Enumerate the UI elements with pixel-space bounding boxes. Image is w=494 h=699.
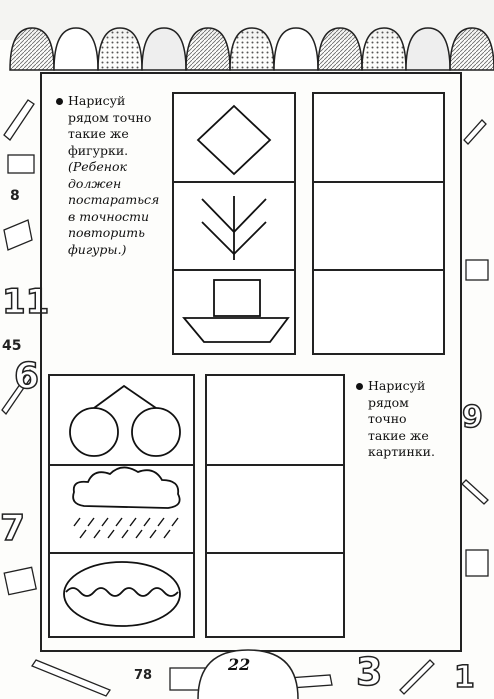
scalloped-border <box>0 0 494 80</box>
pen-icon <box>32 660 110 696</box>
pencil-icon <box>4 100 34 140</box>
instruction-text: Нарисуй <box>68 93 126 108</box>
sample-pictures <box>50 376 193 636</box>
instruction-note: постараться <box>68 192 160 207</box>
instruction-text: такие же <box>368 427 429 443</box>
instruction-note: фигуры.) <box>68 241 127 257</box>
instruction-text: фигурки. <box>68 142 129 158</box>
bottom-instruction <box>356 378 456 461</box>
sample-figures <box>174 94 294 353</box>
instruction-note: (Ребенок <box>68 159 127 174</box>
bullet-icon <box>56 98 63 105</box>
instruction-text: точно <box>368 411 407 426</box>
book-icon <box>8 155 34 173</box>
page-number: 22 <box>228 655 251 674</box>
instruction-text: такие же <box>68 126 129 141</box>
decor-number-78: 78 <box>134 668 153 683</box>
circles-picture <box>70 386 180 456</box>
book-icon <box>4 567 36 594</box>
drawing-cell-divider <box>207 552 343 554</box>
drawing-cell-divider <box>314 181 443 183</box>
top-drawing-area[interactable] <box>312 92 445 355</box>
decor-number-9: 9 <box>462 400 483 435</box>
pencil-icon <box>462 480 488 504</box>
fir-branch-shape <box>202 196 266 260</box>
right-margin-decor <box>462 80 494 680</box>
decor-number-8: 8 <box>10 188 20 204</box>
book-icon <box>466 260 488 280</box>
instruction-note: в точности <box>68 208 150 224</box>
book-icon <box>4 220 32 250</box>
decor-number-3: 3 <box>356 650 383 694</box>
instruction-text: рядом точно <box>68 109 152 125</box>
instruction-text: картинки. <box>368 444 435 459</box>
instruction-text: Нарисуй <box>368 378 426 393</box>
sample-pictures-panel <box>48 374 195 638</box>
bullet-icon <box>356 383 363 390</box>
decor-number-11: 11 <box>2 282 50 322</box>
pencil-icon <box>464 120 486 144</box>
top-instruction <box>56 93 166 258</box>
instruction-note: должен <box>68 175 122 191</box>
rain-cloud-picture <box>73 467 180 538</box>
bottom-drawing-area[interactable] <box>205 374 345 638</box>
boat-shape <box>184 280 288 342</box>
instruction-note: повторить <box>68 225 145 240</box>
diamond-shape <box>198 106 270 174</box>
sample-shapes-panel <box>172 92 296 355</box>
decor-number-45: 45 <box>2 338 22 354</box>
decor-number-7: 7 <box>0 508 26 549</box>
decor-number-6: 6 <box>14 356 40 397</box>
pencil-icon <box>400 660 434 694</box>
wavy-oval-picture <box>64 562 180 626</box>
drawing-cell-divider <box>314 269 443 271</box>
decor-number-1: 1 <box>454 660 475 695</box>
drawing-cell-divider <box>207 464 343 466</box>
book-icon <box>466 550 488 576</box>
instruction-text: рядом <box>368 394 409 410</box>
